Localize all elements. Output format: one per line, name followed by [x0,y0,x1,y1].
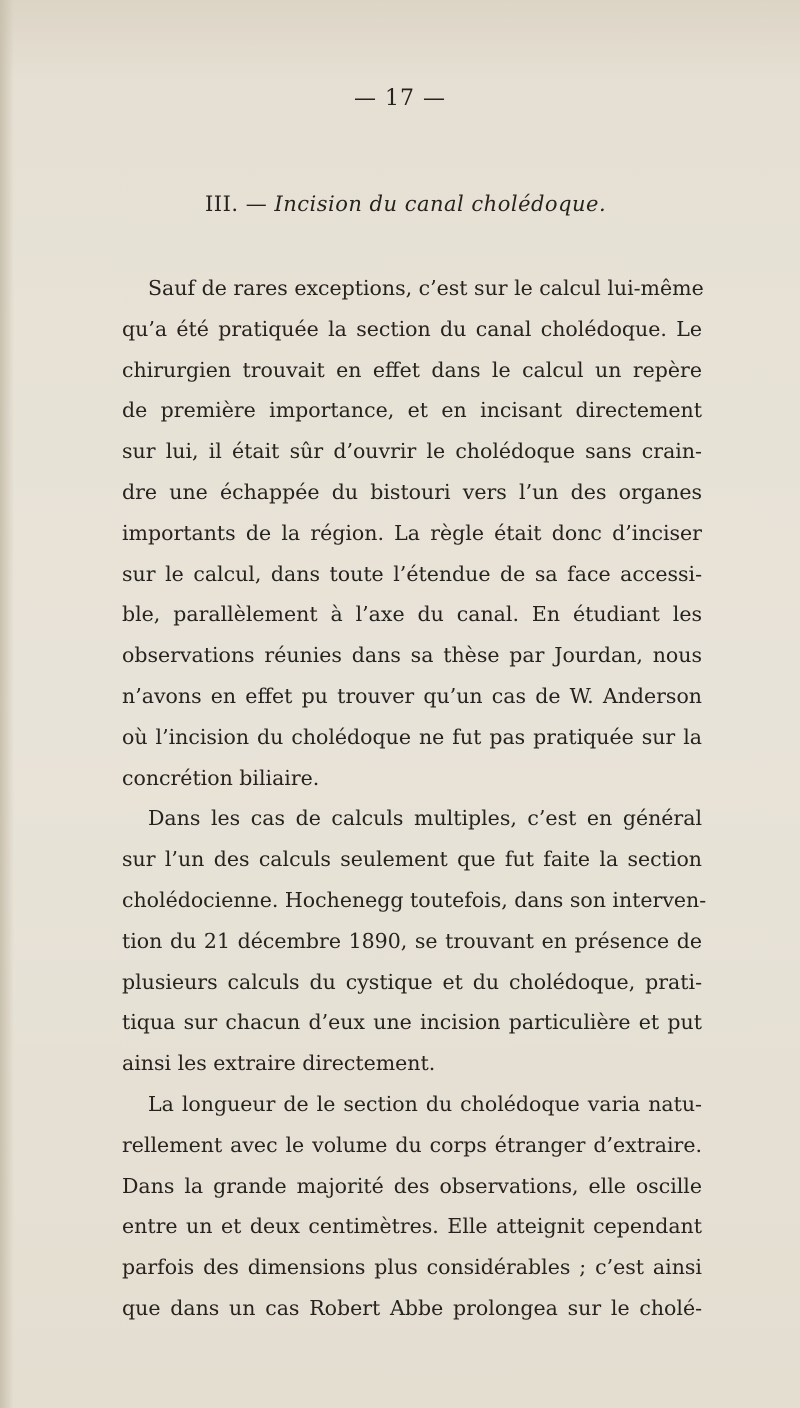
text-line: ble, parallèlement à l’axe du canal. En étudiant les [122,602,702,627]
text-line: observations réunies dans sa thèse par Jourdan, nous [122,643,702,668]
paragraph [122,1084,702,1329]
section-title: Incision du canal cholédoque. [274,192,607,216]
text-line: sur le calcul, dans toute l’étendue de sa face accessi- [122,561,702,586]
text-line: chirurgien trouvait en effet dans le calcul un repère [122,357,702,382]
text-line: sur l’un des calculs seulement que fut faite la section [122,847,702,872]
text-line: dre une échappée du bistouri vers l’un des organes [122,479,702,504]
text-line: plusieurs calculs du cystique et du cholédoque, prati- [122,969,702,994]
text-line: sur lui, il était sûr d’ouvrir le cholédoque sans crain- [122,439,702,464]
text-line: tion du 21 décembre 1890, se trouvant en présence de [122,928,702,953]
text-line: parfois des dimensions plus considérables ; c’est ainsi [122,1255,702,1280]
section-numeral: III. — [205,192,275,216]
section-heading [205,192,765,216]
text-line: Dans la grande majorité des observations, elle oscille [122,1173,702,1198]
text-line: où l’incision du cholédoque ne fut pas pratiquée sur la [122,724,702,749]
text-line: tiqua sur chacun d’eux une incision particulière et put [122,1010,702,1035]
text-line: Sauf de rares exceptions, c’est sur le calcul lui-même [148,276,704,300]
text-line: qu’a été pratiquée la section du canal cholédoque. Le [122,316,702,341]
text-line: Dans les cas de calculs multiples, c’est en général [148,806,702,831]
text-line: cholédocienne. Hochenegg toutefois, dans son interven- [122,887,707,912]
paragraph [122,798,707,1084]
text-line: ainsi les extraire directement. [122,1051,436,1076]
page-edge-shadow [0,0,14,1408]
text-line: La longueur de le section du cholédoque varia natu- [148,1091,702,1116]
text-line: entre un et deux centimètres. Elle atteignit cependant [122,1214,702,1239]
text-line: concrétion biliaire. [122,765,320,790]
page-number: — 17 — [354,86,446,111]
body-text [122,268,707,1329]
text-line: importants de la région. La règle était donc d’inciser [122,520,702,545]
text-line: n’avons en effet pu trouver qu’un cas de W. Anderson [122,683,702,708]
text-line: de première importance, et en incisant directement [122,398,702,423]
paragraph [122,268,702,798]
text-line: que dans un cas Robert Abbe prolongea sur le cholé- [122,1295,702,1320]
text-line: rellement avec le volume du corps étranger d’extraire. [122,1132,702,1157]
